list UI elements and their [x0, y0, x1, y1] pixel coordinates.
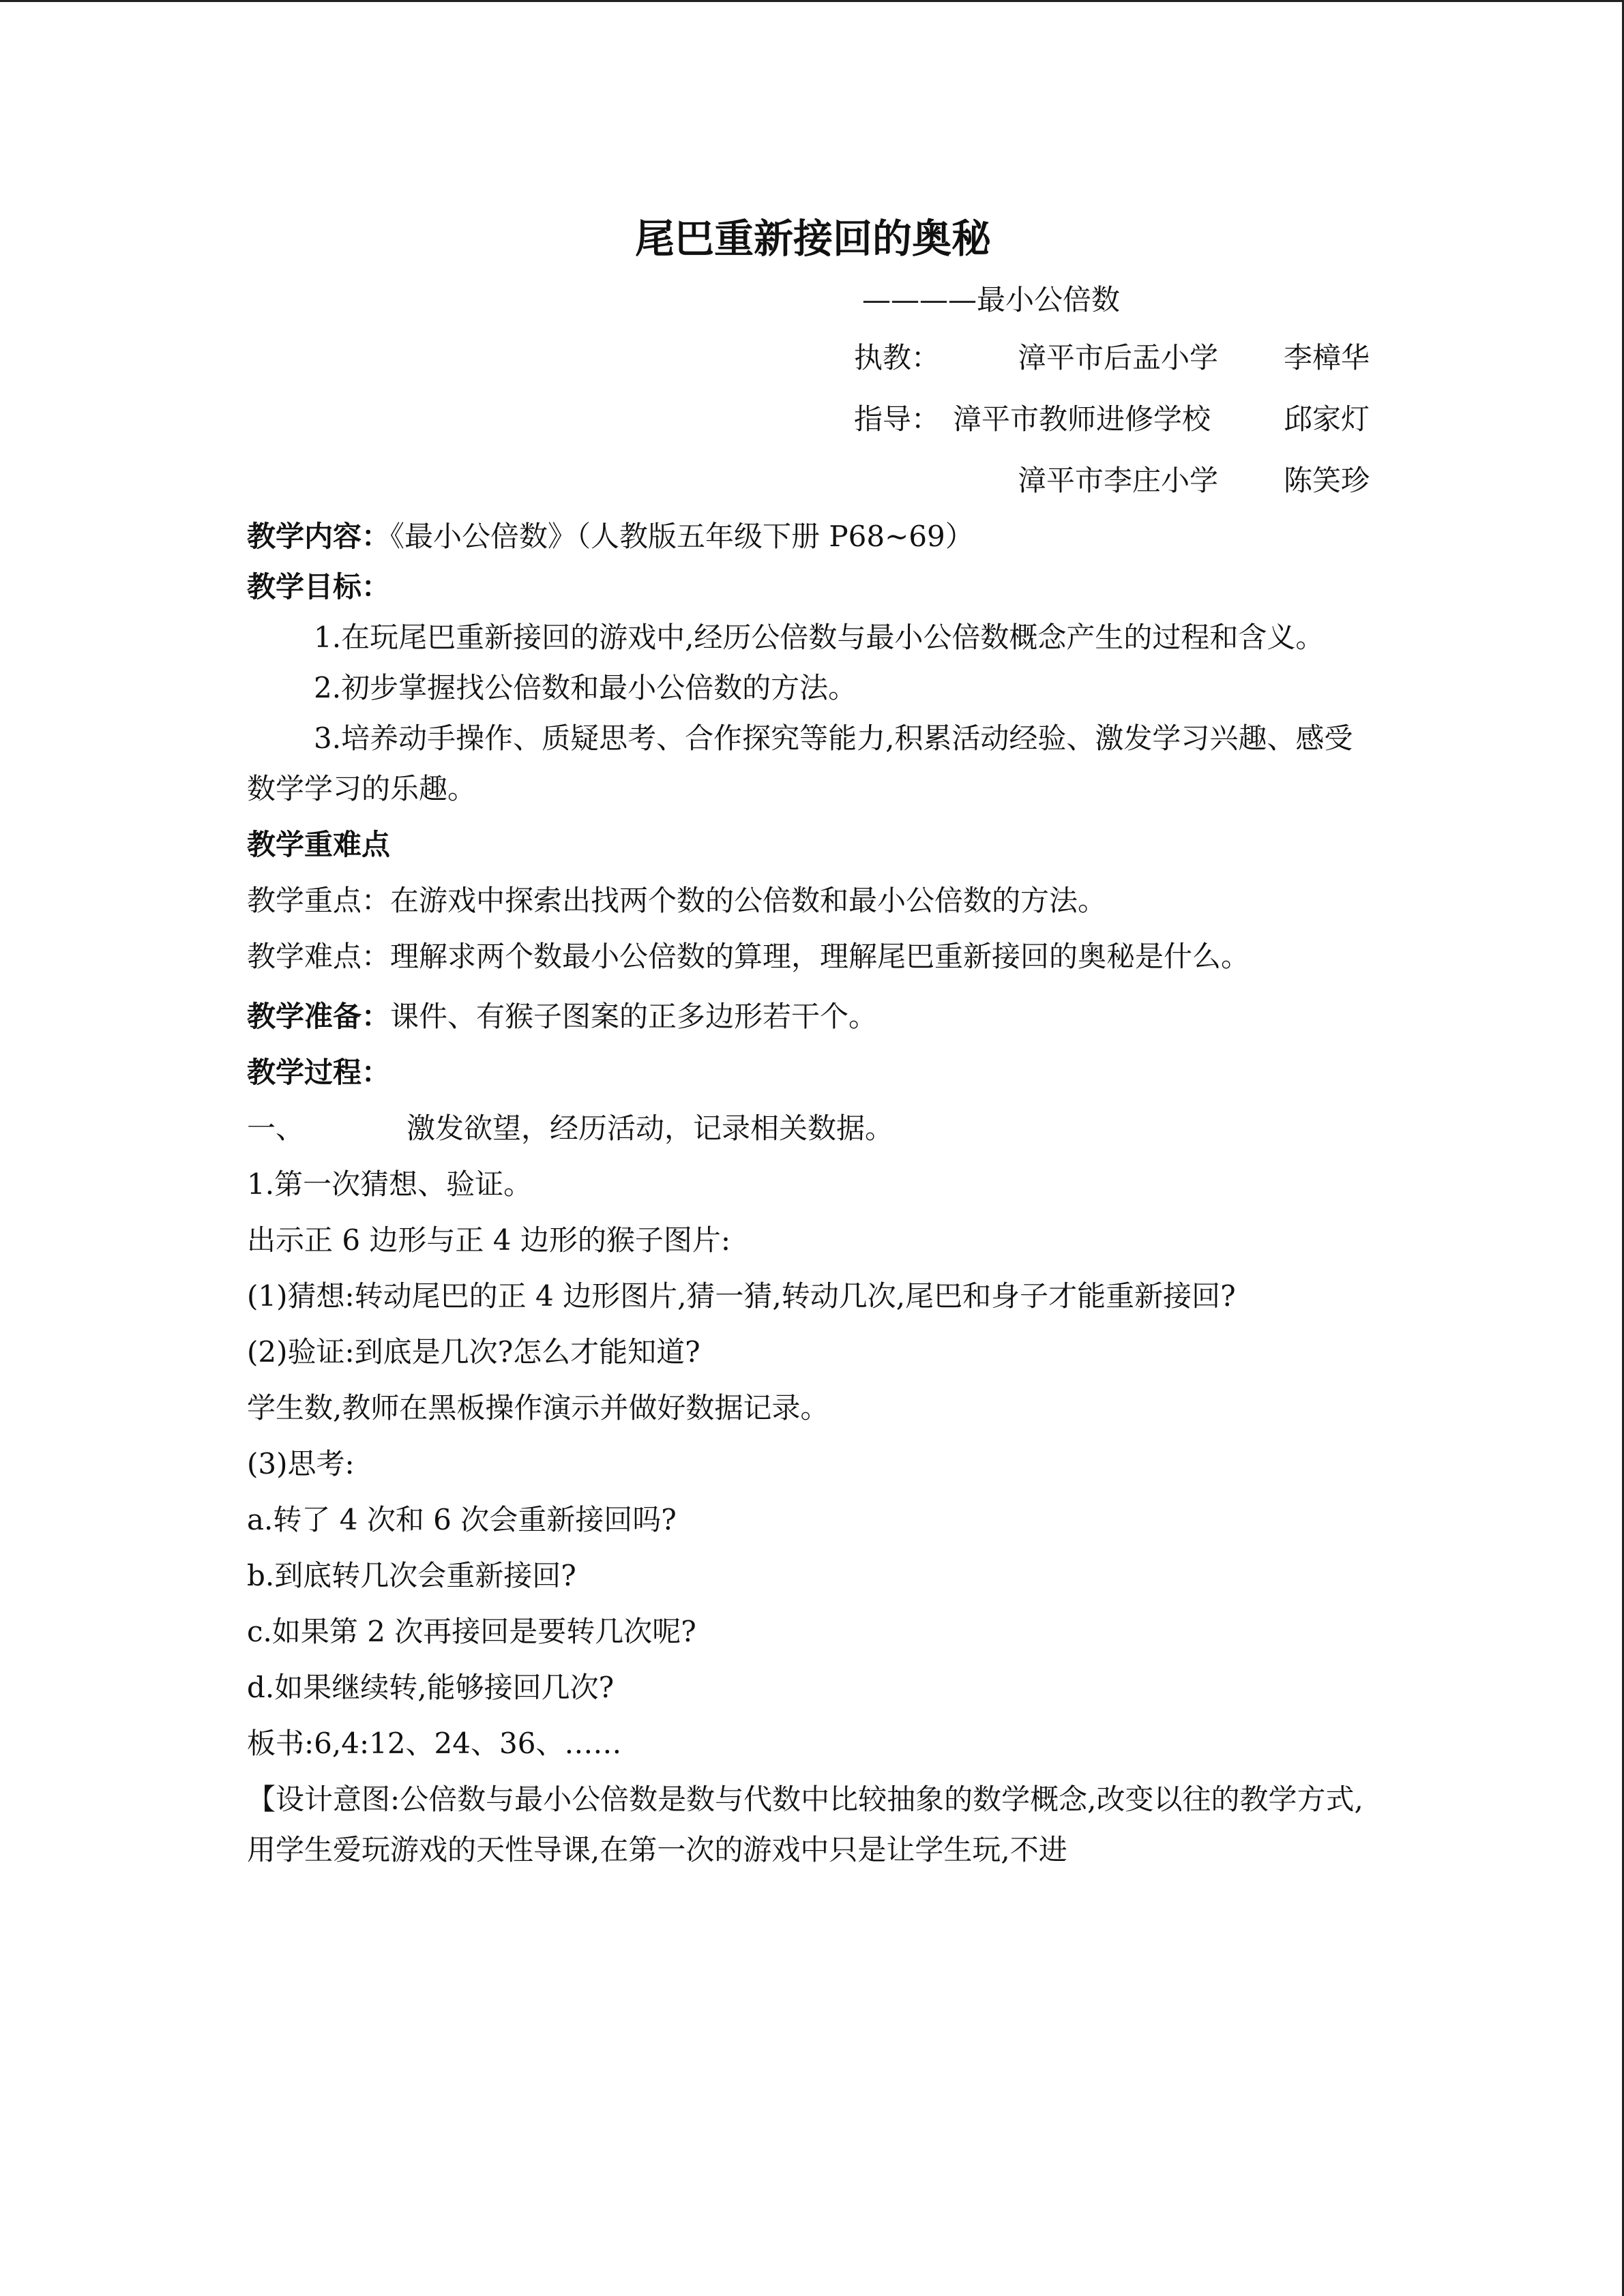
- guide-name-1: 邱家灯: [1284, 402, 1370, 436]
- teacher-name: 李樟华: [1284, 341, 1370, 374]
- process-line: (2)验证:到底是几次?怎么才能知道?: [247, 1335, 700, 1369]
- process-line: (1)猜想:转动尾巴的正 4 边形图片,猜一猜,转动几次,尾巴和身子才能重新接回?: [247, 1279, 1236, 1313]
- document-body: [247, 205, 1379, 1875]
- teacher-role: 执教：: [854, 341, 941, 374]
- guide-school-2: 漳平市李庄小学: [1018, 464, 1219, 497]
- design-intent: 【设计意图:公倍数与最小公倍数是数与代数中比较抽象的数学概念,改变以往的教学方式,用学生爱玩游戏的天性导课,在第一次的游戏中只是让学生玩,不进: [247, 1783, 1363, 1866]
- process-line: c.如果第 2 次再接回是要转几次呢?: [247, 1615, 696, 1648]
- byline-guide-1: [247, 389, 1379, 450]
- teaching-content-text: 《最小公倍数》（人教版五年级下册 P68~69）: [390, 520, 974, 553]
- teaching-content-label: 教学内容：: [247, 520, 391, 553]
- teaching-content: [247, 511, 1379, 562]
- objective-item: 2.初步掌握找公倍数和最小公倍数的方法。: [314, 671, 857, 704]
- process-heading: 教学过程：: [247, 1056, 391, 1089]
- process-line: 出示正 6 边形与正 4 边形的猴子图片:: [247, 1223, 730, 1257]
- objective-item: 3.培养动手操作、质疑思考、合作探究等能力,积累活动经验、激发学习兴趣、感受数学学习的乐趣。: [247, 721, 1353, 805]
- guide-name-2: 陈笑珍: [1284, 464, 1370, 497]
- preparation-label: 教学准备：: [247, 1000, 391, 1033]
- teaching-difficulty: 教学难点：理解求两个数最小公倍数的算理，理解尾巴重新接回的奥秘是什么。: [247, 940, 1250, 973]
- objectives-heading: 教学目标：: [247, 570, 391, 603]
- preparation-text: 课件、有猴子图案的正多边形若干个。: [390, 1000, 878, 1033]
- process-line: (3)思考:: [247, 1447, 355, 1480]
- teacher-school: 漳平市后盂小学: [1018, 341, 1219, 374]
- process-line: 板书:6,4:12、24、36、……: [247, 1727, 622, 1760]
- section-one-text: 激发欲望，经历活动，记录相关数据。: [407, 1112, 894, 1145]
- objective-item: 1.在玩尾巴重新接回的游戏中,经历公倍数与最小公倍数概念产生的过程和含义。: [314, 621, 1325, 654]
- teaching-focus: 教学重点：在游戏中探索出找两个数的公倍数和最小公倍数的方法。: [247, 884, 1107, 917]
- guide-school-1: 漳平市教师进修学校: [953, 402, 1211, 436]
- key-points-heading: 教学重难点: [247, 828, 391, 861]
- document-title: 尾巴重新接回的奥秘: [634, 215, 991, 262]
- teaching-preparation: [247, 992, 1379, 1042]
- process-line: d.如果继续转,能够接回几次?: [247, 1671, 615, 1704]
- process-line: a.转了 4 次和 6 次会重新接回吗?: [247, 1503, 677, 1536]
- byline-guide-2: [247, 450, 1379, 511]
- section-one-number: 一、: [247, 1112, 305, 1145]
- document-subtitle: ————最小公倍数: [861, 283, 1120, 316]
- byline-teacher: [247, 327, 1379, 389]
- process-line: 学生数,教师在黑板操作演示并做好数据记录。: [247, 1391, 829, 1425]
- process-line: b.到底转几次会重新接回?: [247, 1559, 576, 1592]
- guide-role: 指导：: [854, 402, 941, 436]
- process-line: 1.第一次猜想、验证。: [247, 1167, 533, 1201]
- process-section-one: [247, 1103, 1379, 1154]
